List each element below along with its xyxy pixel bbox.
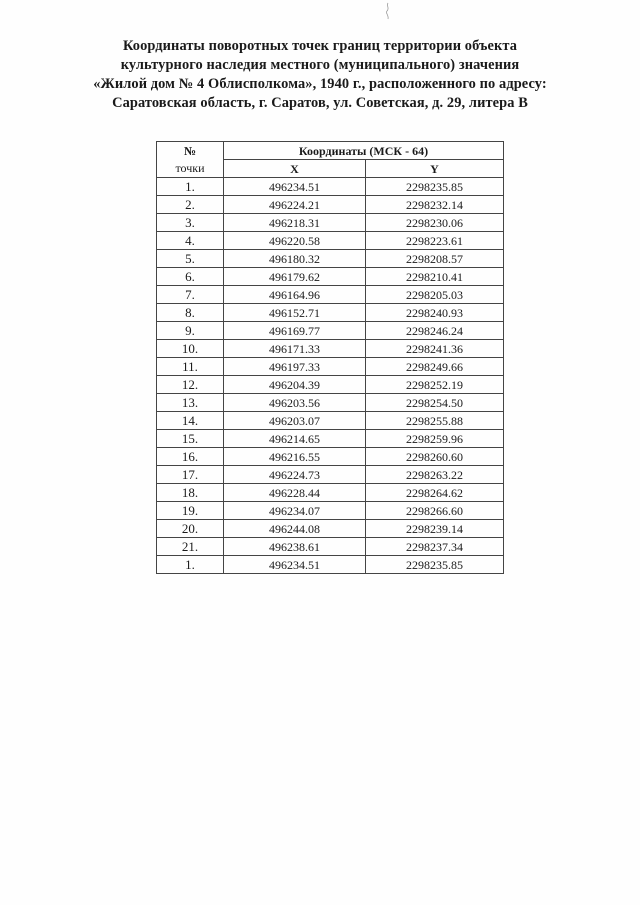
y-coordinate-cell: 2298232.14: [366, 196, 504, 214]
table-row: [157, 466, 504, 484]
table-row: [157, 322, 504, 340]
table-row: [157, 232, 504, 250]
point-number-cell: 9.: [157, 322, 224, 340]
title-line-3: «Жилой дом № 4 Облисполкома», 1940 г., расположенного по адресу:: [93, 76, 547, 92]
y-coordinate-cell: 2298252.19: [366, 376, 504, 394]
x-coordinate-cell: 496214.65: [224, 430, 366, 448]
point-number-cell: 13.: [157, 394, 224, 412]
scan-mark-icon: [383, 2, 393, 20]
table-row: [157, 376, 504, 394]
point-number-cell: 3.: [157, 214, 224, 232]
x-coordinate-cell: 496152.71: [224, 304, 366, 322]
y-coordinate-cell: 2298259.96: [366, 430, 504, 448]
point-number-cell: 16.: [157, 448, 224, 466]
table-header-row-1: [157, 142, 504, 160]
table-row: [157, 502, 504, 520]
y-coordinate-cell: 2298249.66: [366, 358, 504, 376]
y-coordinate-cell: 2298260.60: [366, 448, 504, 466]
x-coordinate-cell: 496218.31: [224, 214, 366, 232]
table-row: [157, 556, 504, 574]
y-coordinate-cell: 2298241.36: [366, 340, 504, 358]
x-coordinate-cell: 496224.21: [224, 196, 366, 214]
point-number-header: [157, 142, 224, 178]
table-row: [157, 196, 504, 214]
x-coordinate-cell: 496169.77: [224, 322, 366, 340]
y-coordinate-cell: 2298230.06: [366, 214, 504, 232]
point-number-cell: 1.: [157, 556, 224, 574]
x-coordinate-cell: 496216.55: [224, 448, 366, 466]
point-number-cell: 11.: [157, 358, 224, 376]
x-coordinate-cell: 496228.44: [224, 484, 366, 502]
x-coordinate-cell: 496244.08: [224, 520, 366, 538]
point-number-cell: 5.: [157, 250, 224, 268]
y-column-header: Y: [366, 160, 504, 178]
x-coordinate-cell: 496164.96: [224, 286, 366, 304]
table-row: [157, 268, 504, 286]
y-coordinate-cell: 2298240.93: [366, 304, 504, 322]
table-row: [157, 412, 504, 430]
x-coordinate-cell: 496197.33: [224, 358, 366, 376]
title-line-2: культурного наследия местного (муниципального) значения: [120, 57, 520, 73]
table-row: [157, 394, 504, 412]
y-coordinate-cell: 2298208.57: [366, 250, 504, 268]
point-number-cell: 4.: [157, 232, 224, 250]
title-line-4: Саратовская область, г. Саратов, ул. Советская, д. 29, литера В: [112, 95, 528, 111]
table-row: [157, 250, 504, 268]
point-number-cell: 12.: [157, 376, 224, 394]
y-coordinate-cell: 2298263.22: [366, 466, 504, 484]
point-number-cell: 1.: [157, 178, 224, 196]
y-coordinate-cell: 2298235.85: [366, 556, 504, 574]
table-row: [157, 538, 504, 556]
y-coordinate-cell: 2298210.41: [366, 268, 504, 286]
x-coordinate-cell: 496234.07: [224, 502, 366, 520]
coordinates-table-wrapper: [156, 141, 503, 574]
point-number-cell: 21.: [157, 538, 224, 556]
y-coordinate-cell: 2298264.62: [366, 484, 504, 502]
table-row: [157, 358, 504, 376]
point-number-cell: 15.: [157, 430, 224, 448]
table-row: [157, 286, 504, 304]
point-number-cell: 10.: [157, 340, 224, 358]
x-coordinate-cell: 496180.32: [224, 250, 366, 268]
table-row: [157, 448, 504, 466]
table-body: [157, 178, 504, 574]
table-row: [157, 430, 504, 448]
table-row: [157, 304, 504, 322]
y-coordinate-cell: 2298255.88: [366, 412, 504, 430]
point-number-cell: 20.: [157, 520, 224, 538]
coordinates-header: Координаты (МСК - 64): [224, 142, 504, 160]
title-line-1: Координаты поворотных точек границ территории объекта: [122, 38, 518, 54]
x-coordinate-cell: 496203.07: [224, 412, 366, 430]
point-number-symbol: №: [183, 143, 197, 158]
y-coordinate-cell: 2298235.85: [366, 178, 504, 196]
point-number-cell: 18.: [157, 484, 224, 502]
y-coordinate-cell: 2298254.50: [366, 394, 504, 412]
x-coordinate-cell: 496204.39: [224, 376, 366, 394]
y-coordinate-cell: 2298205.03: [366, 286, 504, 304]
table-row: [157, 520, 504, 538]
y-coordinate-cell: 2298239.14: [366, 520, 504, 538]
point-number-cell: 7.: [157, 286, 224, 304]
document-title: [40, 37, 600, 113]
point-number-cell: 6.: [157, 268, 224, 286]
point-number-cell: 19.: [157, 502, 224, 520]
x-coordinate-cell: 496238.61: [224, 538, 366, 556]
y-coordinate-cell: 2298266.60: [366, 502, 504, 520]
point-number-cell: 2.: [157, 196, 224, 214]
x-coordinate-cell: 496234.51: [224, 556, 366, 574]
x-column-header: X: [224, 160, 366, 178]
x-coordinate-cell: 496234.51: [224, 178, 366, 196]
x-coordinate-cell: 496220.58: [224, 232, 366, 250]
table-row: [157, 214, 504, 232]
coordinates-table: [156, 141, 504, 574]
table-row: [157, 484, 504, 502]
point-number-cell: 14.: [157, 412, 224, 430]
y-coordinate-cell: 2298223.61: [366, 232, 504, 250]
point-number-label: точки: [175, 160, 205, 175]
point-number-cell: 17.: [157, 466, 224, 484]
y-coordinate-cell: 2298237.34: [366, 538, 504, 556]
x-coordinate-cell: 496203.56: [224, 394, 366, 412]
x-coordinate-cell: 496224.73: [224, 466, 366, 484]
table-row: [157, 340, 504, 358]
table-row: [157, 178, 504, 196]
y-coordinate-cell: 2298246.24: [366, 322, 504, 340]
x-coordinate-cell: 496179.62: [224, 268, 366, 286]
point-number-cell: 8.: [157, 304, 224, 322]
x-coordinate-cell: 496171.33: [224, 340, 366, 358]
